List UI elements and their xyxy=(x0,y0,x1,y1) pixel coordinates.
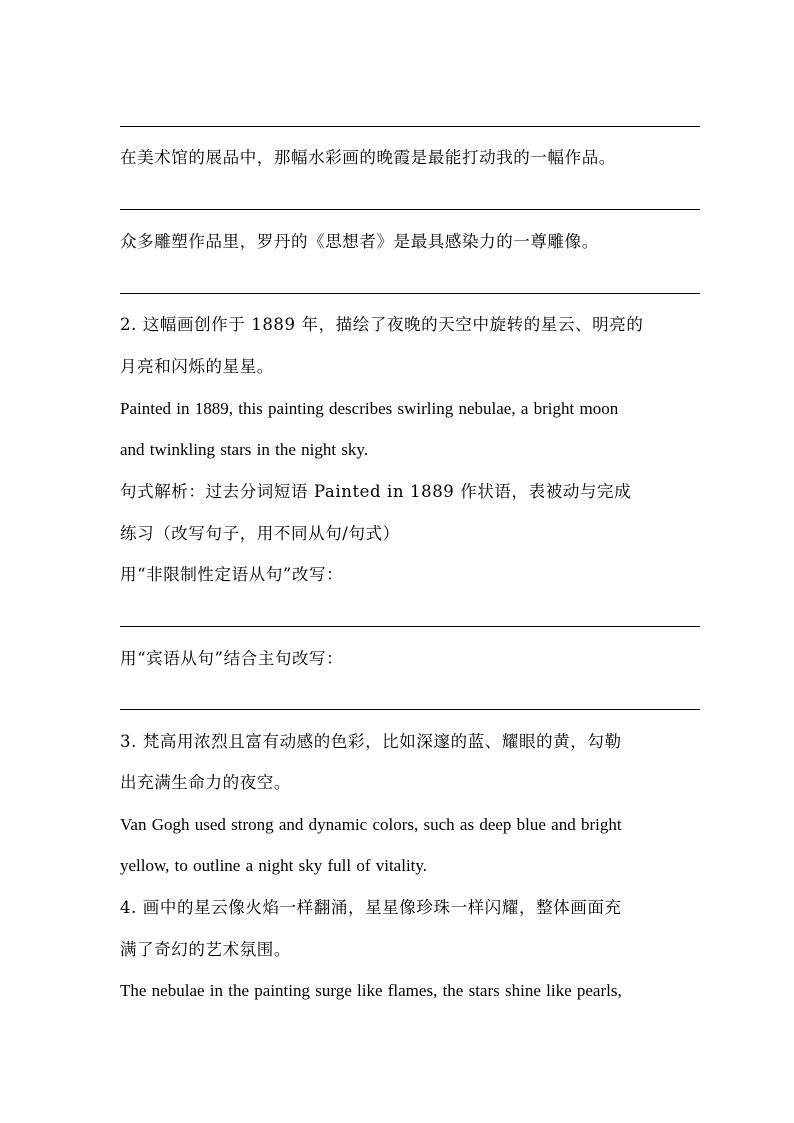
item-4-english-line-1: The nebulae in the painting surge like flames, the stars shine like pearls, xyxy=(120,981,622,1000)
item-3-english-line-2: yellow, to outline a night sky full of vitality. xyxy=(120,856,428,875)
item-2-english-line-2: and twinkling stars in the night sky. xyxy=(120,440,369,459)
example-sentence-watercolor: 在美术馆的展品中，那幅水彩画的晚霞是最能打动我的一幅作品。 xyxy=(120,148,616,167)
item-2-chinese-line-2: 月亮和闪烁的星星。 xyxy=(120,357,274,376)
item-2-english-line-1: Painted in 1889, this painting describes swirling nebulae, a bright moon xyxy=(120,399,619,418)
item-3-chinese-line-1: 3. 梵高用浓烈且富有动感的色彩，比如深邃的蓝、耀眼的黄，勾勒 xyxy=(120,732,622,751)
practice-heading: 练习（改写句子，用不同从句/句式） xyxy=(120,524,400,543)
item-3-english-line-1: Van Gogh used strong and dynamic colors, such as deep blue and bright xyxy=(120,815,622,834)
example-sentence-thinker: 众多雕塑作品里，罗丹的《思想者》是最具感染力的一尊雕像。 xyxy=(120,232,599,251)
item-2-chinese-line-1: 2. 这幅画创作于 1889 年，描绘了夜晚的天空中旋转的星云、明亮的 xyxy=(120,315,644,334)
answer-blank-line xyxy=(120,126,700,127)
answer-blank-line xyxy=(120,209,700,210)
rewrite-prompt-nonrestrictive: 用“非限制性定语从句”改写： xyxy=(120,565,344,584)
rewrite-prompt-object-clause: 用“宾语从句”结合主句改写： xyxy=(120,649,344,668)
item-4-chinese-line-1: 4. 画中的星云像火焰一样翻涌，星星像珍珠一样闪耀，整体画面充 xyxy=(120,898,622,917)
answer-blank-line xyxy=(120,293,700,294)
item-3-chinese-line-2: 出充满生命力的夜空。 xyxy=(120,773,291,792)
answer-blank-line xyxy=(120,626,700,627)
answer-blank-line xyxy=(120,709,700,710)
item-4-chinese-line-2: 满了奇幻的艺术氛围。 xyxy=(120,940,291,959)
sentence-analysis: 句式解析：过去分词短语 Painted in 1889 作状语，表被动与完成 xyxy=(120,482,632,501)
